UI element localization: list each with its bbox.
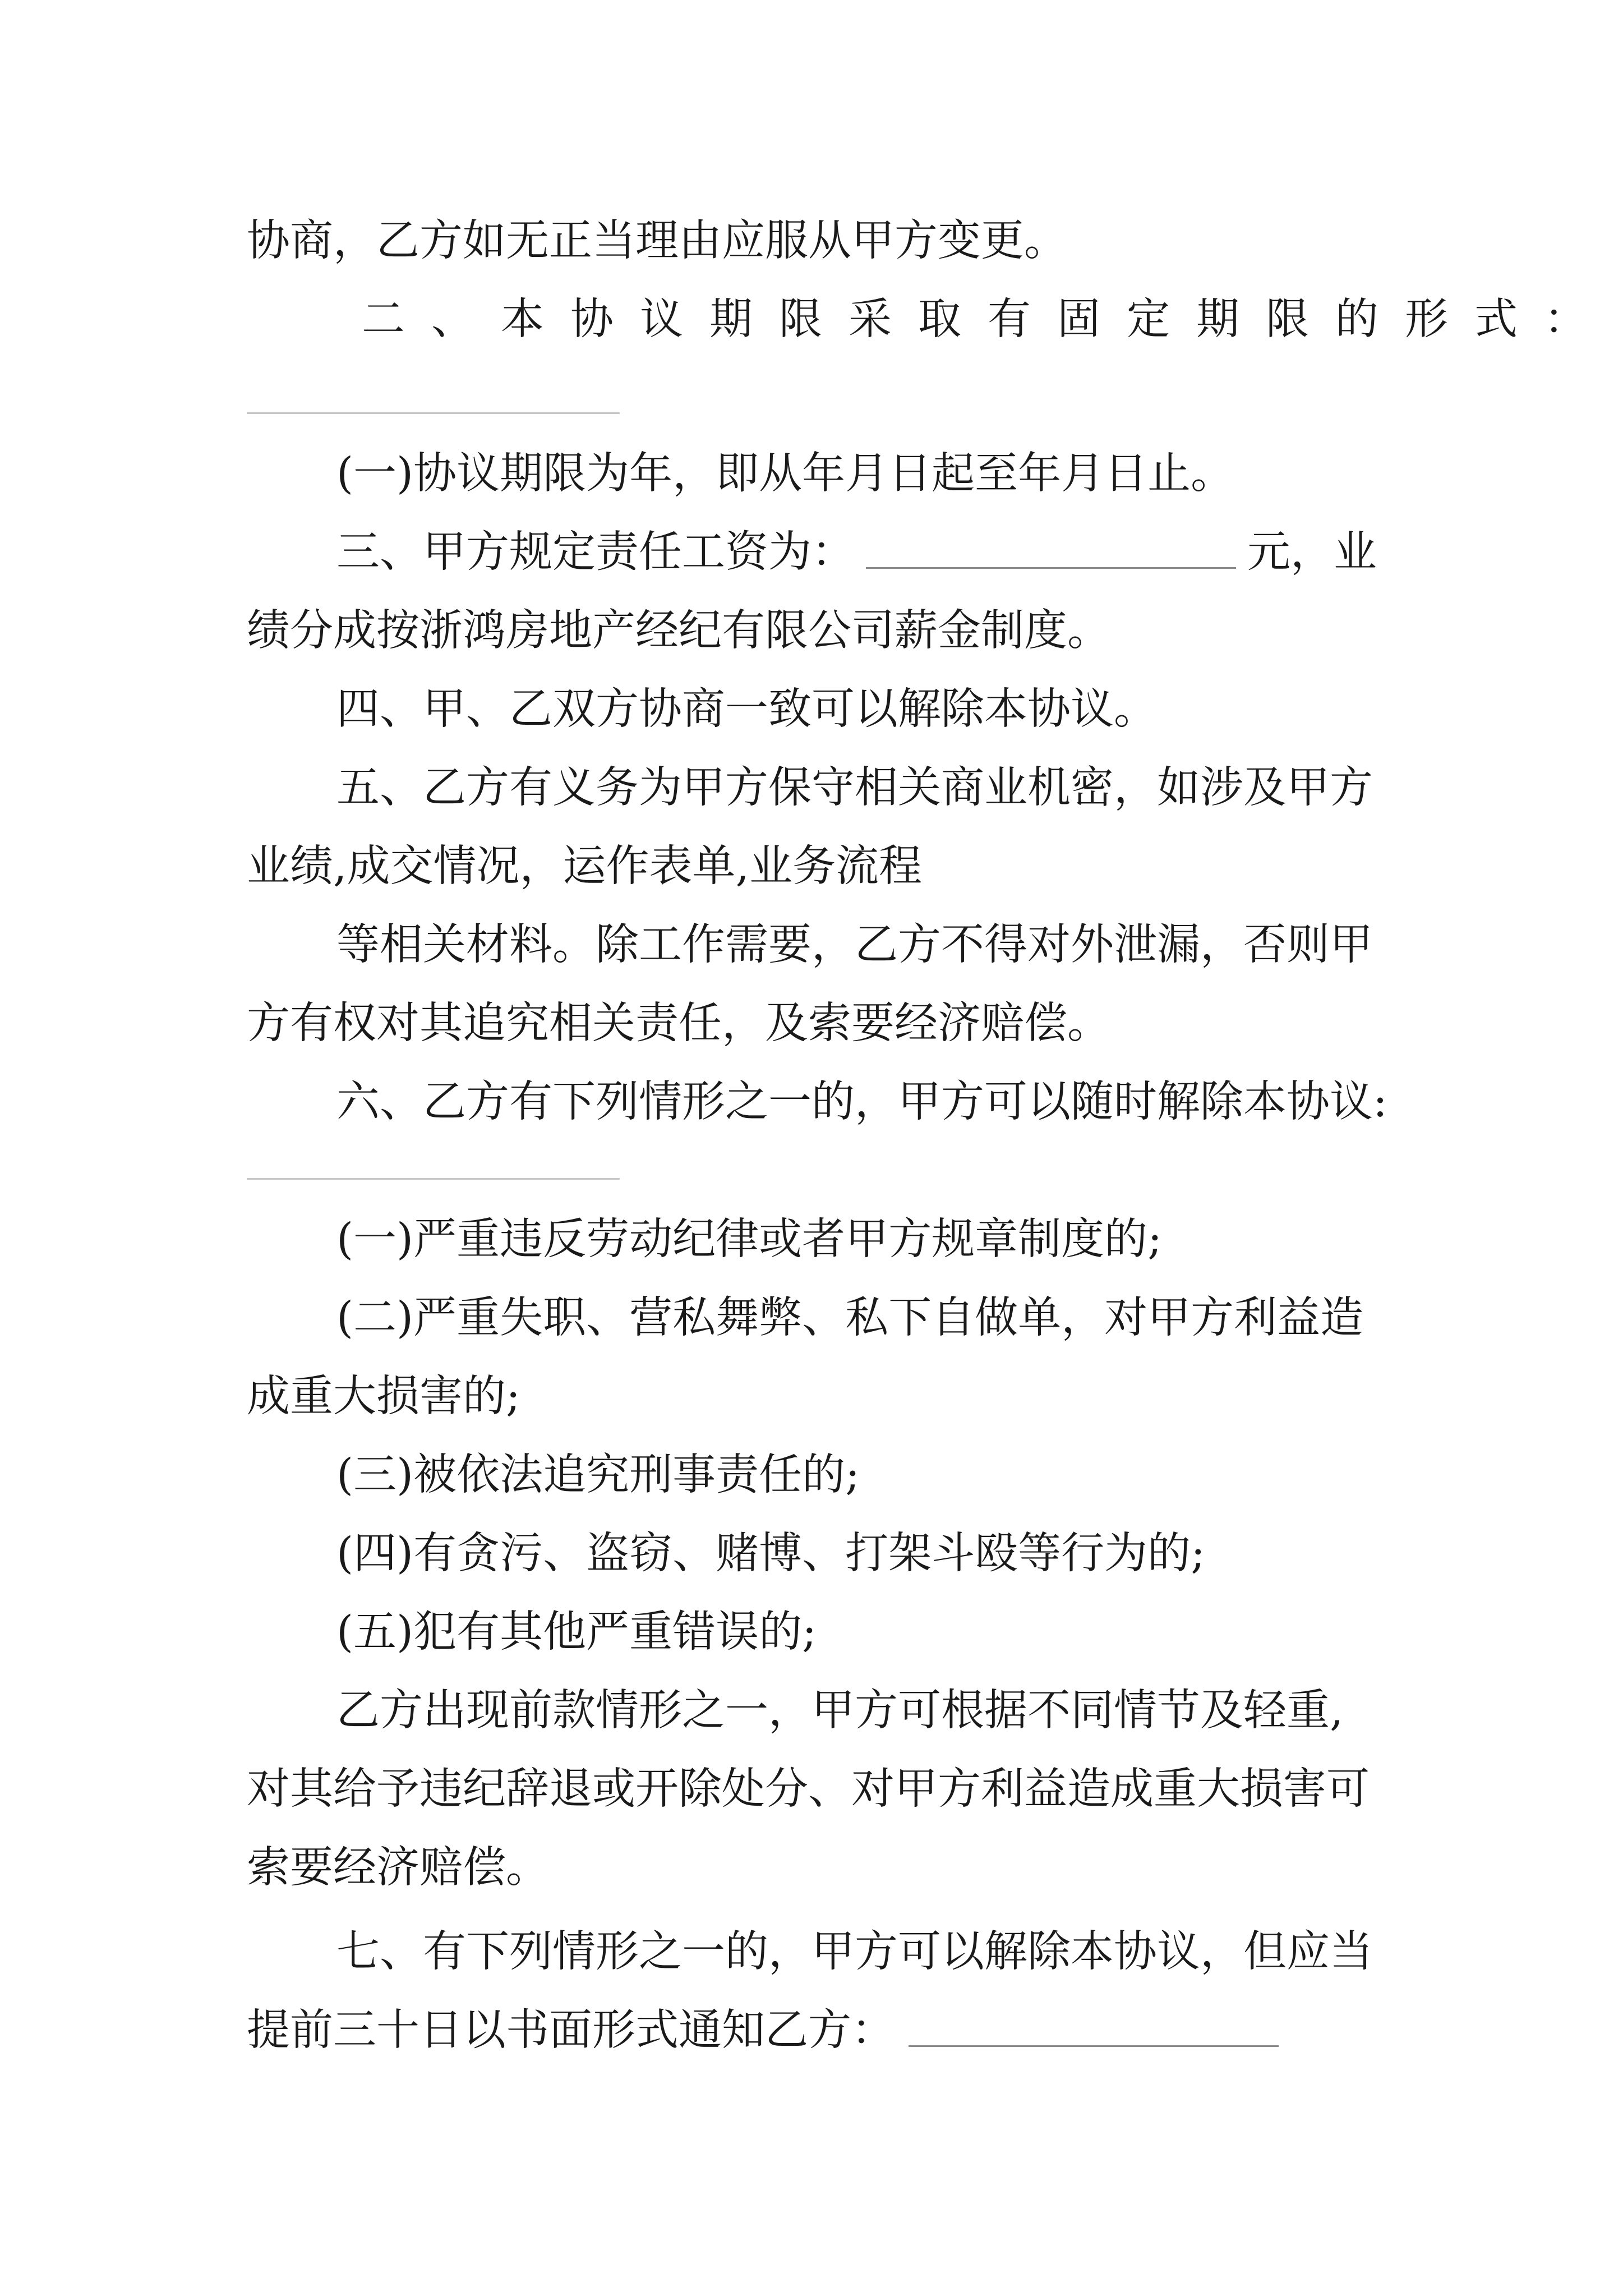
fill-blank-rule — [247, 1178, 620, 1180]
salary-label: 三、甲方规定责任工资为： — [336, 527, 855, 577]
paragraph-line: 七、有下列情形之一的，甲方可以解除本协议，但应当 — [336, 1927, 1373, 1977]
paragraph-line: (一)严重违反劳动纪律或者甲方规章制度的; — [336, 1214, 1163, 1264]
paragraph-line: (五)犯有其他严重错误的; — [336, 1607, 817, 1657]
notice-label: 提前三十日以书面形式通知乙方： — [247, 2005, 895, 2055]
paragraph-line: 索要经济赔偿。 — [247, 1843, 549, 1893]
paragraph-line: 六、乙方有下列情形之一的，甲方可以随时解除本协议: — [336, 1077, 1387, 1127]
paragraph-line: 对其给予违纪辞退或开除处分、对甲方利益造成重大损害可 — [247, 1764, 1370, 1814]
salary-blank — [866, 567, 1236, 569]
paragraph-line: 协商，乙方如无正当理由应服从甲方变更。 — [247, 216, 1067, 266]
paragraph-line: 四、甲、乙双方协商一致可以解除本协议。 — [336, 684, 1157, 734]
notice-blank — [909, 2045, 1279, 2047]
paragraph-line: 业绩,成交情况，运作表单,业务流程 — [247, 841, 922, 891]
paragraph-line: (一)协议期限为年，即从年月日起至年月日止。 — [336, 449, 1234, 499]
paragraph-line: 等相关材料。除工作需要，乙方不得对外泄漏，否则甲 — [336, 920, 1373, 970]
paragraph-line: (四)有贪污、盗窃、赌博、打架斗殴等行为的; — [336, 1529, 1206, 1579]
paragraph-line: (三)被依法追究刑事责任的; — [336, 1450, 860, 1500]
salary-unit: 元，业 — [1247, 527, 1377, 577]
paragraph-line: 五、乙方有义务为甲方保守相关商业机密，如涉及甲方 — [336, 763, 1373, 813]
salary-line — [336, 522, 1377, 583]
paragraph-line: 方有权对其追究相关责任，及索要经济赔偿。 — [247, 999, 1110, 1048]
fill-blank-rule — [247, 412, 620, 414]
paragraph-line: (二)严重失职、营私舞弊、私下自做单，对甲方利益造 — [336, 1293, 1364, 1343]
paragraph-line: 乙方出现前款情形之一，甲方可根据不同情节及轻重, — [336, 1686, 1344, 1736]
section-heading-text: 二、本协议期限采取有固定期限的形式： — [362, 295, 1613, 344]
notice-line — [247, 2000, 1290, 2062]
paragraph-line: 成重大损害的; — [247, 1372, 520, 1421]
paragraph-line: 绩分成按浙鸿房地产经纪有限公司薪金制度。 — [247, 606, 1110, 656]
section-heading-term — [362, 289, 1613, 351]
